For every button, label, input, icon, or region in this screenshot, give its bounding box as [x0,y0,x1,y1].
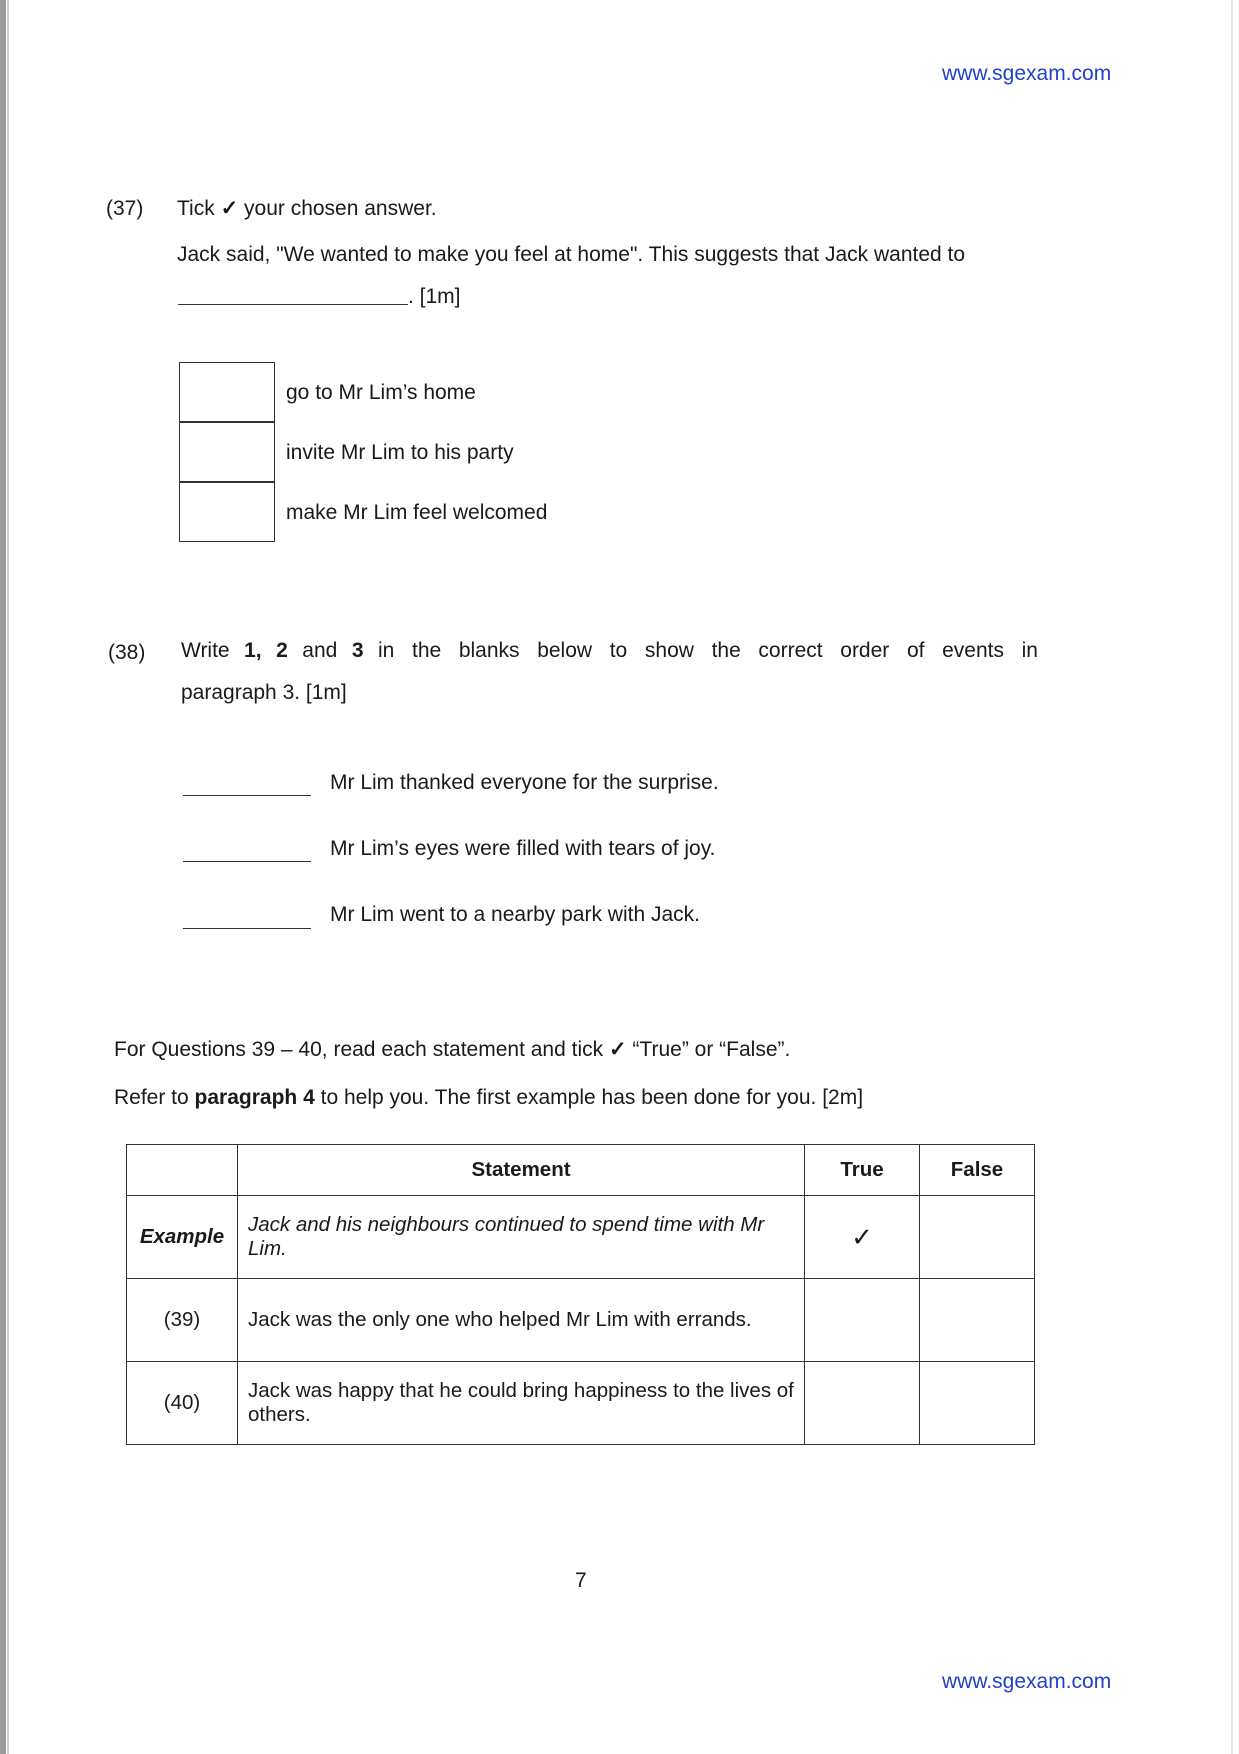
page-number: 7 [575,1569,587,1592]
q37-option-2-checkbox[interactable] [179,422,275,482]
row-39-number: (39) [127,1279,238,1362]
q38-prompt-line2: paragraph 3. [1m] [181,681,347,704]
q38-number-1: 1, [244,639,262,662]
q37-option-3-checkbox[interactable] [179,482,275,542]
q39-40-instruction-post: “True” or “False”. [632,1038,791,1061]
true-false-table [126,1144,1035,1445]
q37-blank-suffix: . [1m] [408,285,461,308]
footer-url[interactable]: www.sgexam.com [942,1670,1112,1693]
q38-number: (38) [108,641,146,664]
tick-icon: ✓ [220,197,239,220]
tick-icon: ✓ [608,1038,627,1061]
q38-event-2: Mr Lim’s eyes were filled with tears of joy. [330,837,716,860]
q39-40-instruction-pre: For Questions 39 – 40, read each statement and tick [114,1038,604,1061]
q37-prompt: Jack said, "We wanted to make you feel at home". This suggests that Jack wanted to [177,243,966,266]
scan-edge [0,0,6,1754]
q37-option-1-checkbox[interactable] [179,362,275,422]
scan-edge-inner [7,0,9,1754]
row-example-label: Example [127,1196,238,1279]
row-39-false-cell[interactable] [920,1279,1035,1362]
q38-event-3: Mr Lim went to a nearby park with Jack. [330,903,700,926]
row-example-true-cell: ✓ [805,1196,920,1279]
refer-bold: paragraph 4 [194,1086,315,1109]
q38-prompt-rest: in the blanks below to show the correct order of events in [377,639,1038,662]
header-statement: Statement [238,1145,805,1196]
row-39-true-cell[interactable] [805,1279,920,1362]
refer-post: to help you. The first example has been done for you. [2m] [320,1086,864,1109]
q38-prompt-line1 [181,638,1038,664]
refer-pre: Refer to [114,1086,189,1109]
header-true: True [805,1145,920,1196]
q38-event-3-blank[interactable] [183,928,311,929]
q39-40-instruction [114,1037,790,1063]
row-40-number: (40) [127,1362,238,1445]
q37-answer-blank[interactable] [178,304,408,305]
row-40-statement: Jack was happy that he could bring happiness to the lives of others. [238,1362,805,1445]
q38-event-2-blank[interactable] [183,861,311,862]
row-40-false-cell[interactable] [920,1362,1035,1445]
header-num [127,1145,238,1196]
row-40-true-cell[interactable] [805,1362,920,1445]
row-example-statement: Jack and his neighbours continued to spend time with Mr Lim. [238,1196,805,1279]
q37-option-3-label: make Mr Lim feel welcomed [286,501,548,524]
q38-word-and: and [302,639,338,662]
q38-number-3: 3 [351,639,364,662]
q37-instruction-pre: Tick [177,197,215,220]
q38-event-1-blank[interactable] [183,795,311,796]
table-row [127,1362,1035,1445]
q38-word-write: Write [181,639,230,662]
header-false: False [920,1145,1035,1196]
q37-instruction [177,196,437,222]
row-example-false-cell [920,1196,1035,1279]
scan-edge-right [1231,0,1233,1754]
q37-option-1-label: go to Mr Lim’s home [286,381,476,404]
header-url[interactable]: www.sgexam.com [942,62,1112,85]
q39-40-refer [114,1085,863,1111]
q38-event-1: Mr Lim thanked everyone for the surprise. [330,771,719,794]
table-header-row [127,1145,1035,1196]
q37-instruction-post: your chosen answer. [244,197,437,220]
table-row [127,1196,1035,1279]
q37-number: (37) [106,197,144,220]
q38-number-2: 2 [276,639,288,662]
row-39-statement: Jack was the only one who helped Mr Lim with errands. [238,1279,805,1362]
q37-option-2-label: invite Mr Lim to his party [286,441,514,464]
table-row [127,1279,1035,1362]
